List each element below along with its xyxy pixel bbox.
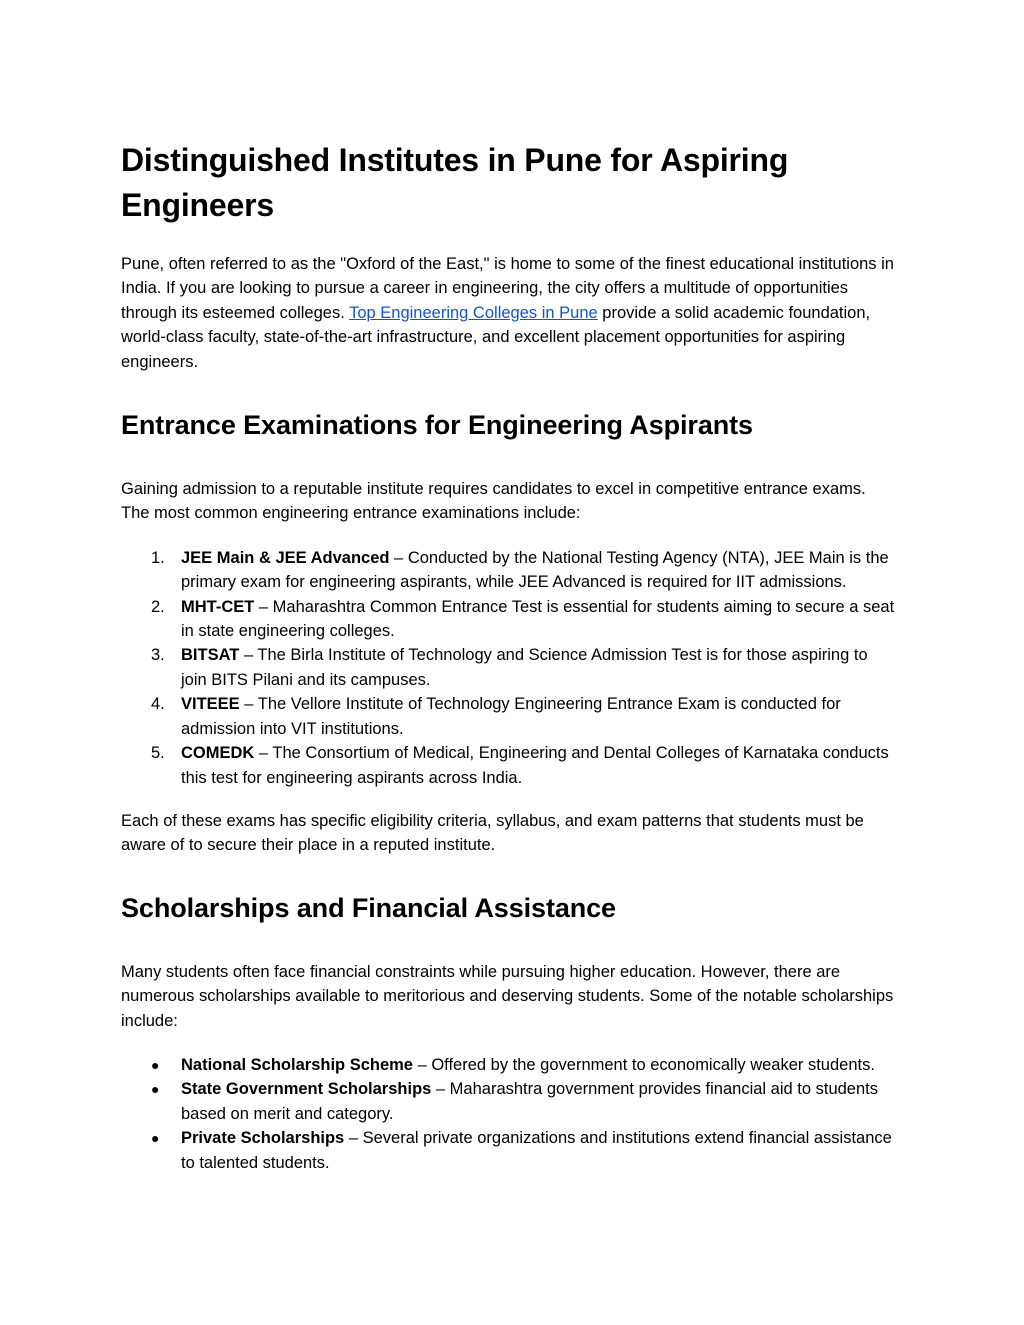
list-item xyxy=(121,1077,896,1126)
list-number: 2. xyxy=(151,597,165,616)
page-title: Distinguished Institutes in Pune for Aspiring Engineers xyxy=(121,142,789,223)
scholarship-list xyxy=(121,1053,896,1175)
bullet-icon: ● xyxy=(151,1130,160,1147)
exams-intro-paragraph: Gaining admission to a reputable institute requires candidates to excel in competitive entrance exams. The most common engineering entrance examinations include: xyxy=(121,480,866,523)
exam-description: – Maharashtra Common Entrance Test is essential for students aiming to secure a seat in state engineering colleges. xyxy=(181,597,895,641)
exam-description: – Conducted by the National Testing Agency (NTA), JEE Main is the primary exam for engineering aspirants, while JEE Advanced is required for IIT admissions. xyxy=(181,548,889,592)
exam-name: MHT-CET xyxy=(181,597,255,616)
exams-outro-paragraph: Each of these exams has specific eligibility criteria, syllabus, and exam patterns that students must be aware of to secure their place in a reputed institute. xyxy=(121,811,864,855)
list-item xyxy=(121,595,896,644)
scholarship-description: – Maharashtra government provides financial aid to students based on merit and category. xyxy=(181,1080,878,1123)
scholarship-name: State Government Scholarships xyxy=(181,1080,432,1099)
list-item xyxy=(121,692,896,741)
intro-text-before-link: Pune, often referred to as the "Oxford of the East," is home to some of the finest educational institutions in India. If you are looking to pursue a career in engineering, the city offers a multitude of opportunities through its esteemed colleges. xyxy=(121,255,894,322)
exam-name: VITEEE xyxy=(181,695,240,714)
scholarship-name: National Scholarship Scheme xyxy=(181,1055,413,1074)
bullet-icon: ● xyxy=(151,1081,160,1098)
exam-name: BITSAT xyxy=(181,646,240,665)
list-item xyxy=(121,1053,896,1077)
exams-heading: Entrance Examinations for Engineering Aspirants xyxy=(121,410,753,441)
exam-name: COMEDK xyxy=(181,744,255,763)
list-item xyxy=(121,546,896,595)
scholarship-description: – Offered by the government to economically weaker students. xyxy=(412,1055,875,1074)
scholarship-name: Private Scholarships xyxy=(181,1129,345,1148)
intro-paragraph xyxy=(121,252,896,374)
list-item xyxy=(121,1126,896,1175)
scholarships-intro-paragraph: Many students often face financial constraints while pursuing higher education. However, there are numerous scholarships available to meritorious and deserving students. Some of the notable scholarships include: xyxy=(121,962,894,1030)
exam-description: – The Vellore Institute of Technology Engineering Entrance Exam is conducted for admission into VIT institutions. xyxy=(181,695,841,738)
exam-description: – The Birla Institute of Technology and Science Admission Test is for those aspiring to join BITS Pilani and its campuses. xyxy=(181,646,868,689)
scholarships-heading: Scholarships and Financial Assistance xyxy=(121,892,616,923)
scholarship-description: – Several private organizations and institutions extend financial assistance to talented students. xyxy=(181,1129,892,1172)
list-number: 1. xyxy=(151,548,165,567)
list-number: 4. xyxy=(151,695,165,714)
bullet-icon: ● xyxy=(151,1056,160,1073)
top-engineering-colleges-link[interactable]: Top Engineering Colleges in Pune xyxy=(349,303,598,322)
exam-description: – The Consortium of Medical, Engineering and Dental Colleges of Karnataka conducts this test for engineering aspirants across India. xyxy=(181,744,889,787)
intro-text-after-link: provide a solid academic foundation, world-class faculty, state-of-the-art infrastructure, and excellent placement opportunities for aspiring engineers. xyxy=(121,303,871,371)
exam-list xyxy=(121,546,896,790)
list-number: 3. xyxy=(151,646,165,665)
list-number: 5. xyxy=(151,744,165,763)
list-item xyxy=(121,741,896,790)
document-page xyxy=(121,138,896,1175)
list-item xyxy=(121,643,896,692)
exam-name: JEE Main & JEE Advanced xyxy=(181,548,390,567)
